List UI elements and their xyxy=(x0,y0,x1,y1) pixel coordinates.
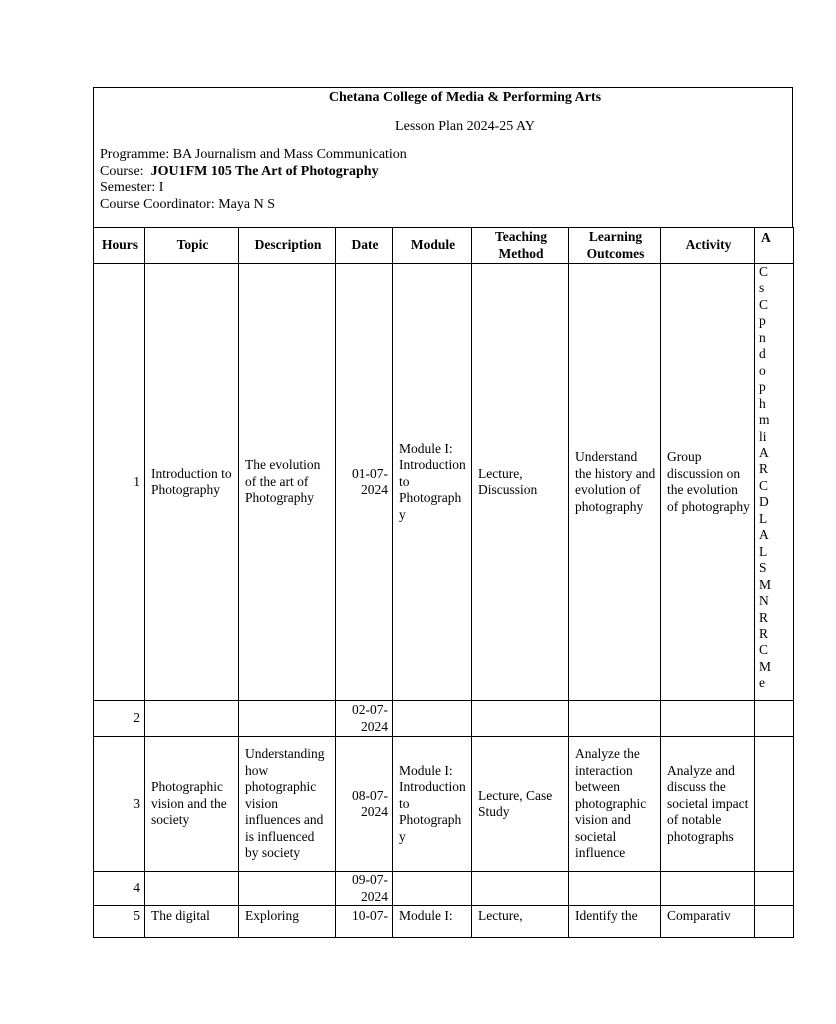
cell-description: Understanding how photographic vision influences and is influenced by society xyxy=(239,737,336,872)
header-date: Date xyxy=(336,228,393,264)
cell-extra-text: C s C p n d o p h m li A R C D L A L S M N R R C M e xyxy=(759,264,772,691)
cell-module xyxy=(393,872,472,906)
cell-module: Module I: xyxy=(393,906,472,938)
cell-method xyxy=(472,872,569,906)
cell-activity: Comparativ xyxy=(661,906,755,938)
cell-topic: The digital xyxy=(145,906,239,938)
course-meta xyxy=(100,147,407,213)
table-row xyxy=(94,906,794,938)
cell-date: 09-07-2024 xyxy=(336,872,393,906)
header-teaching-method: Teaching Method xyxy=(472,228,569,264)
cell-hours: 2 xyxy=(94,701,145,737)
cell-module xyxy=(393,701,472,737)
college-name: Chetana College of Media & Performing Arts xyxy=(328,90,602,105)
cell-module: Module I: Introduction to Photography xyxy=(393,264,472,701)
cell-hours: 3 xyxy=(94,737,145,872)
coordinator-line: Course Coordinator: Maya N S xyxy=(100,196,275,212)
cell-extra xyxy=(755,264,794,701)
header-activity: Activity xyxy=(661,228,755,264)
cell-topic xyxy=(145,872,239,906)
cell-extra xyxy=(755,701,794,737)
cell-description xyxy=(239,701,336,737)
cell-outcomes: Understand the history and evolution of photography xyxy=(569,264,661,701)
cell-description xyxy=(239,872,336,906)
cell-method xyxy=(472,701,569,737)
semester-line: Semester: I xyxy=(100,180,164,195)
programme-line: Programme: BA Journalism and Mass Communication xyxy=(100,147,407,162)
cell-method: Lecture, Case Study xyxy=(472,737,569,872)
cell-outcomes: Analyze the interaction between photographic vision and societal influence xyxy=(569,737,661,872)
cell-date: 01-07-2024 xyxy=(336,264,393,701)
cell-activity xyxy=(661,872,755,906)
course-name: JOU1FM 105 The Art of Photography xyxy=(150,163,379,179)
cell-activity xyxy=(661,701,755,737)
cell-hours: 1 xyxy=(94,264,145,701)
table-row xyxy=(94,701,794,737)
table-row xyxy=(94,737,794,872)
cell-method: Lecture, xyxy=(472,906,569,938)
cell-outcomes xyxy=(569,701,661,737)
cell-outcomes: Identify the xyxy=(569,906,661,938)
cell-date: 08-07-2024 xyxy=(336,737,393,872)
header-learning-outcomes: Learning Outcomes xyxy=(569,228,661,264)
header-extra: A xyxy=(755,228,794,264)
table-header-row xyxy=(94,228,794,264)
cell-date: 02-07-2024 xyxy=(336,701,393,737)
header-hours: Hours xyxy=(94,228,145,264)
cell-activity: Analyze and discuss the societal impact of notable photographs xyxy=(661,737,755,872)
cell-module: Module I: Introduction to Photography xyxy=(393,737,472,872)
course-line xyxy=(100,164,407,181)
cell-date: 10-07- xyxy=(336,906,393,938)
lesson-plan-table xyxy=(93,227,794,938)
lesson-plan-title: Lesson Plan 2024-25 AY xyxy=(395,119,535,134)
cell-description: Exploring xyxy=(239,906,336,938)
cell-outcomes xyxy=(569,872,661,906)
document-header xyxy=(93,87,793,227)
cell-topic: Introduction to Photography xyxy=(145,264,239,701)
cell-topic xyxy=(145,701,239,737)
header-description: Description xyxy=(239,228,336,264)
cell-extra xyxy=(755,872,794,906)
cell-extra xyxy=(755,737,794,872)
table-row xyxy=(94,872,794,906)
cell-description: The evolution of the art of Photography xyxy=(239,264,336,701)
table-row xyxy=(94,264,794,701)
cell-hours: 5 xyxy=(94,906,145,938)
course-prefix: Course: xyxy=(100,163,151,179)
lesson-plan-document xyxy=(93,87,793,923)
cell-activity: Group discussion on the evolution of photography xyxy=(661,264,755,701)
header-topic: Topic xyxy=(145,228,239,264)
cell-extra xyxy=(755,906,794,938)
header-module: Module xyxy=(393,228,472,264)
cell-method: Lecture, Discussion xyxy=(472,264,569,701)
cell-hours: 4 xyxy=(94,872,145,906)
cell-topic: Photographic vision and the society xyxy=(145,737,239,872)
